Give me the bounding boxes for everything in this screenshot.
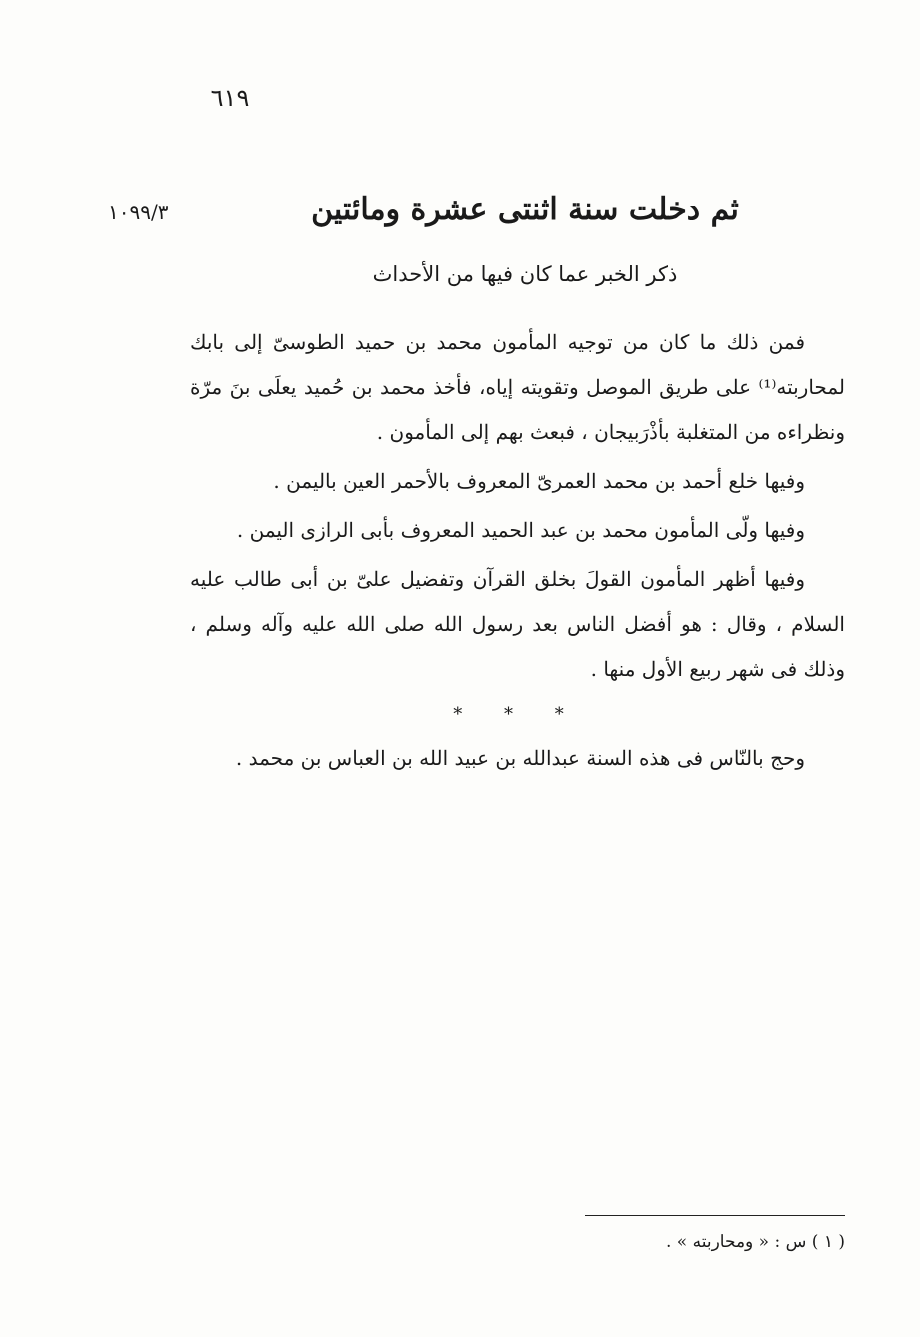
section-heading: ذكر الخبر عما كان فيها من الأحداث: [372, 262, 678, 286]
paragraph-1: فمن ذلك ما كان من توجيه المأمون محمد بن حميد الطوسىّ إلى بابك لمحاربته⁽¹⁾ على طريق الموصل وتقويته إياه، فأخذ محمد بن حُميد يعلَى بنَ مرّة ونظراءه من المتغلبة بأذْرَبيجان ، فبعث بهم إلى المأمون .: [190, 330, 845, 444]
paragraph-4: وفيها أظهر المأمون القولَ بخلق القرآن وتفضيل علىّ بن أبى طالب عليه السلام ، وقال : هو أفضل الناس بعد رسول الله صلى الله عليه وآله وسلم ، وذلك فى شهر ربيع الأول منها .: [190, 567, 845, 681]
closing-paragraph: وحج بالنّاس فى هذه السنة عبدالله بن عبيد الله بن العباس بن محمد .: [235, 746, 805, 770]
page-number: ٦١٩: [210, 84, 250, 112]
footnote-1: ( ١ ) س : « ومحاربته » .: [666, 1232, 845, 1252]
body-text: [190, 320, 845, 781]
footnote-rule: [585, 1215, 845, 1216]
margin-reference: ١٠٩٩/٣: [108, 200, 169, 224]
chapter-title: ثم دخلت سنة اثنتى عشرة ومائتين: [311, 192, 739, 227]
paragraph-2: وفيها خلع أحمد بن محمد العمرىّ المعروف بالأحمر العين باليمن .: [273, 469, 805, 493]
paragraph-3: وفيها ولّى المأمون محمد بن عبد الحميد المعروف بأبى الرازى اليمن .: [236, 518, 805, 542]
section-separator: * * *: [453, 704, 582, 725]
